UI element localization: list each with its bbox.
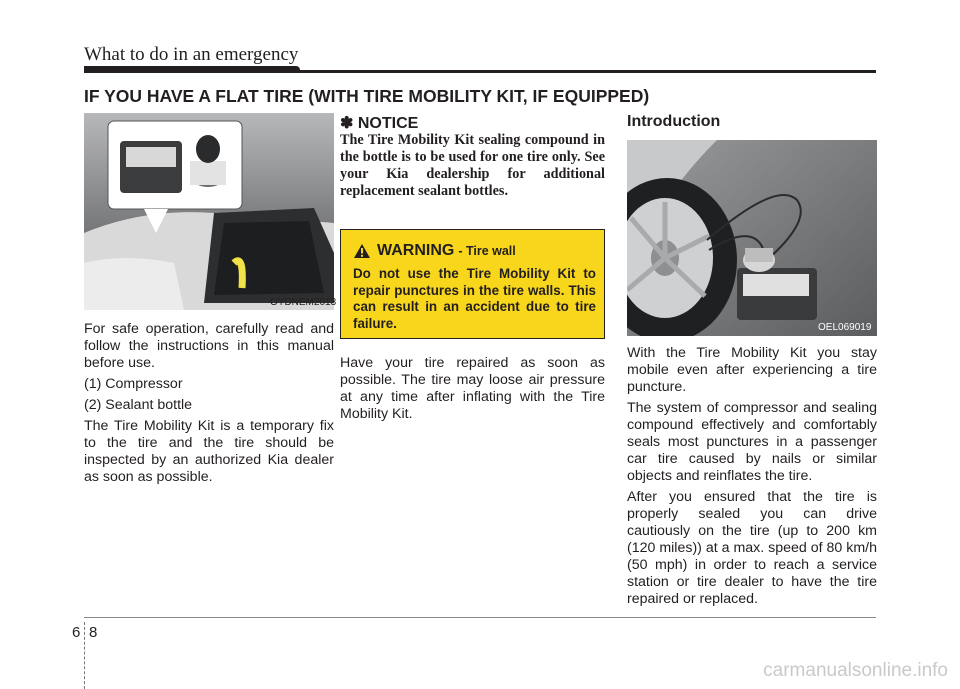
introduction-title: Introduction	[627, 113, 721, 130]
warning-subtitle: - Tire wall	[458, 244, 516, 258]
notice-star-icon: ✽	[340, 115, 354, 132]
right-column-text	[627, 345, 877, 612]
drive-cautiously-paragraph: After you ensured that the tire is properly sealed you can drive cautiously on the tire (up to 200 km (120 miles)) at a max. speed of 80 km/h (50 mph) in order to reach a service station or tire dealer to have the tire repaired or replaced.	[627, 489, 877, 607]
sealant-bottle-item: (2) Sealant bottle	[84, 397, 193, 413]
trunk-photo-label: OYDNEM2013	[270, 297, 337, 308]
chapter-title: What to do in an emergency	[84, 44, 299, 65]
page-number: 8	[89, 624, 98, 641]
tire-photo-illustration	[627, 140, 877, 336]
trunk-photo	[84, 113, 337, 310]
compressor-item: (1) Compressor	[84, 376, 183, 392]
footer-rule	[84, 617, 876, 618]
safe-operation-paragraph: For safe operation, carefully read and follow the instructions in this manual before use.	[84, 321, 334, 371]
header-rule	[84, 70, 876, 73]
warning-box	[340, 229, 605, 339]
warning-word: WARNING	[377, 242, 455, 259]
stay-mobile-paragraph: With the Tire Mobility Kit you stay mobile even after experiencing a tire puncture.	[627, 345, 877, 395]
warning-text: Do not use the Tire Mobility Kit to repair punctures in the tire walls. This can result in an accident due to tire failure.	[353, 266, 596, 331]
notice-title: NOTICE	[357, 115, 419, 132]
warning-triangle-icon	[353, 243, 371, 259]
temporary-fix-paragraph: The Tire Mobility Kit is a temporary fix to the tire and the tire should be inspected by an authorized Kia dealer as soon as possible.	[84, 418, 334, 485]
footer-divider	[84, 622, 85, 689]
watermark: carmanualsonline.info	[763, 660, 948, 681]
section-title: IF YOU HAVE A FLAT TIRE (WITH TIRE MOBILITY KIT, IF EQUIPPED)	[84, 86, 650, 106]
left-column-text	[84, 321, 334, 490]
repair-paragraph: Have your tire repaired as soon as possible. The tire may loose air pressure at any time after inflating with the Tire Mobility Kit.	[340, 355, 605, 422]
section-number: 6	[72, 624, 81, 641]
trunk-photo-illustration	[84, 113, 337, 310]
tire-photo	[627, 140, 877, 336]
warning-heading	[353, 242, 516, 260]
system-paragraph: The system of compressor and sealing compound effectively and comfortably seals most punctures in a passenger car tire caused by nails or similar objects and reinflates the tire.	[627, 400, 877, 484]
tire-photo-label: OEL069019	[818, 322, 872, 333]
notice-body: The Tire Mobility Kit sealing compound in the bottle is to be used for one tire only. See your Kia dealership for additional replacement sealant bottles.	[340, 132, 605, 199]
notice-heading	[340, 113, 418, 133]
